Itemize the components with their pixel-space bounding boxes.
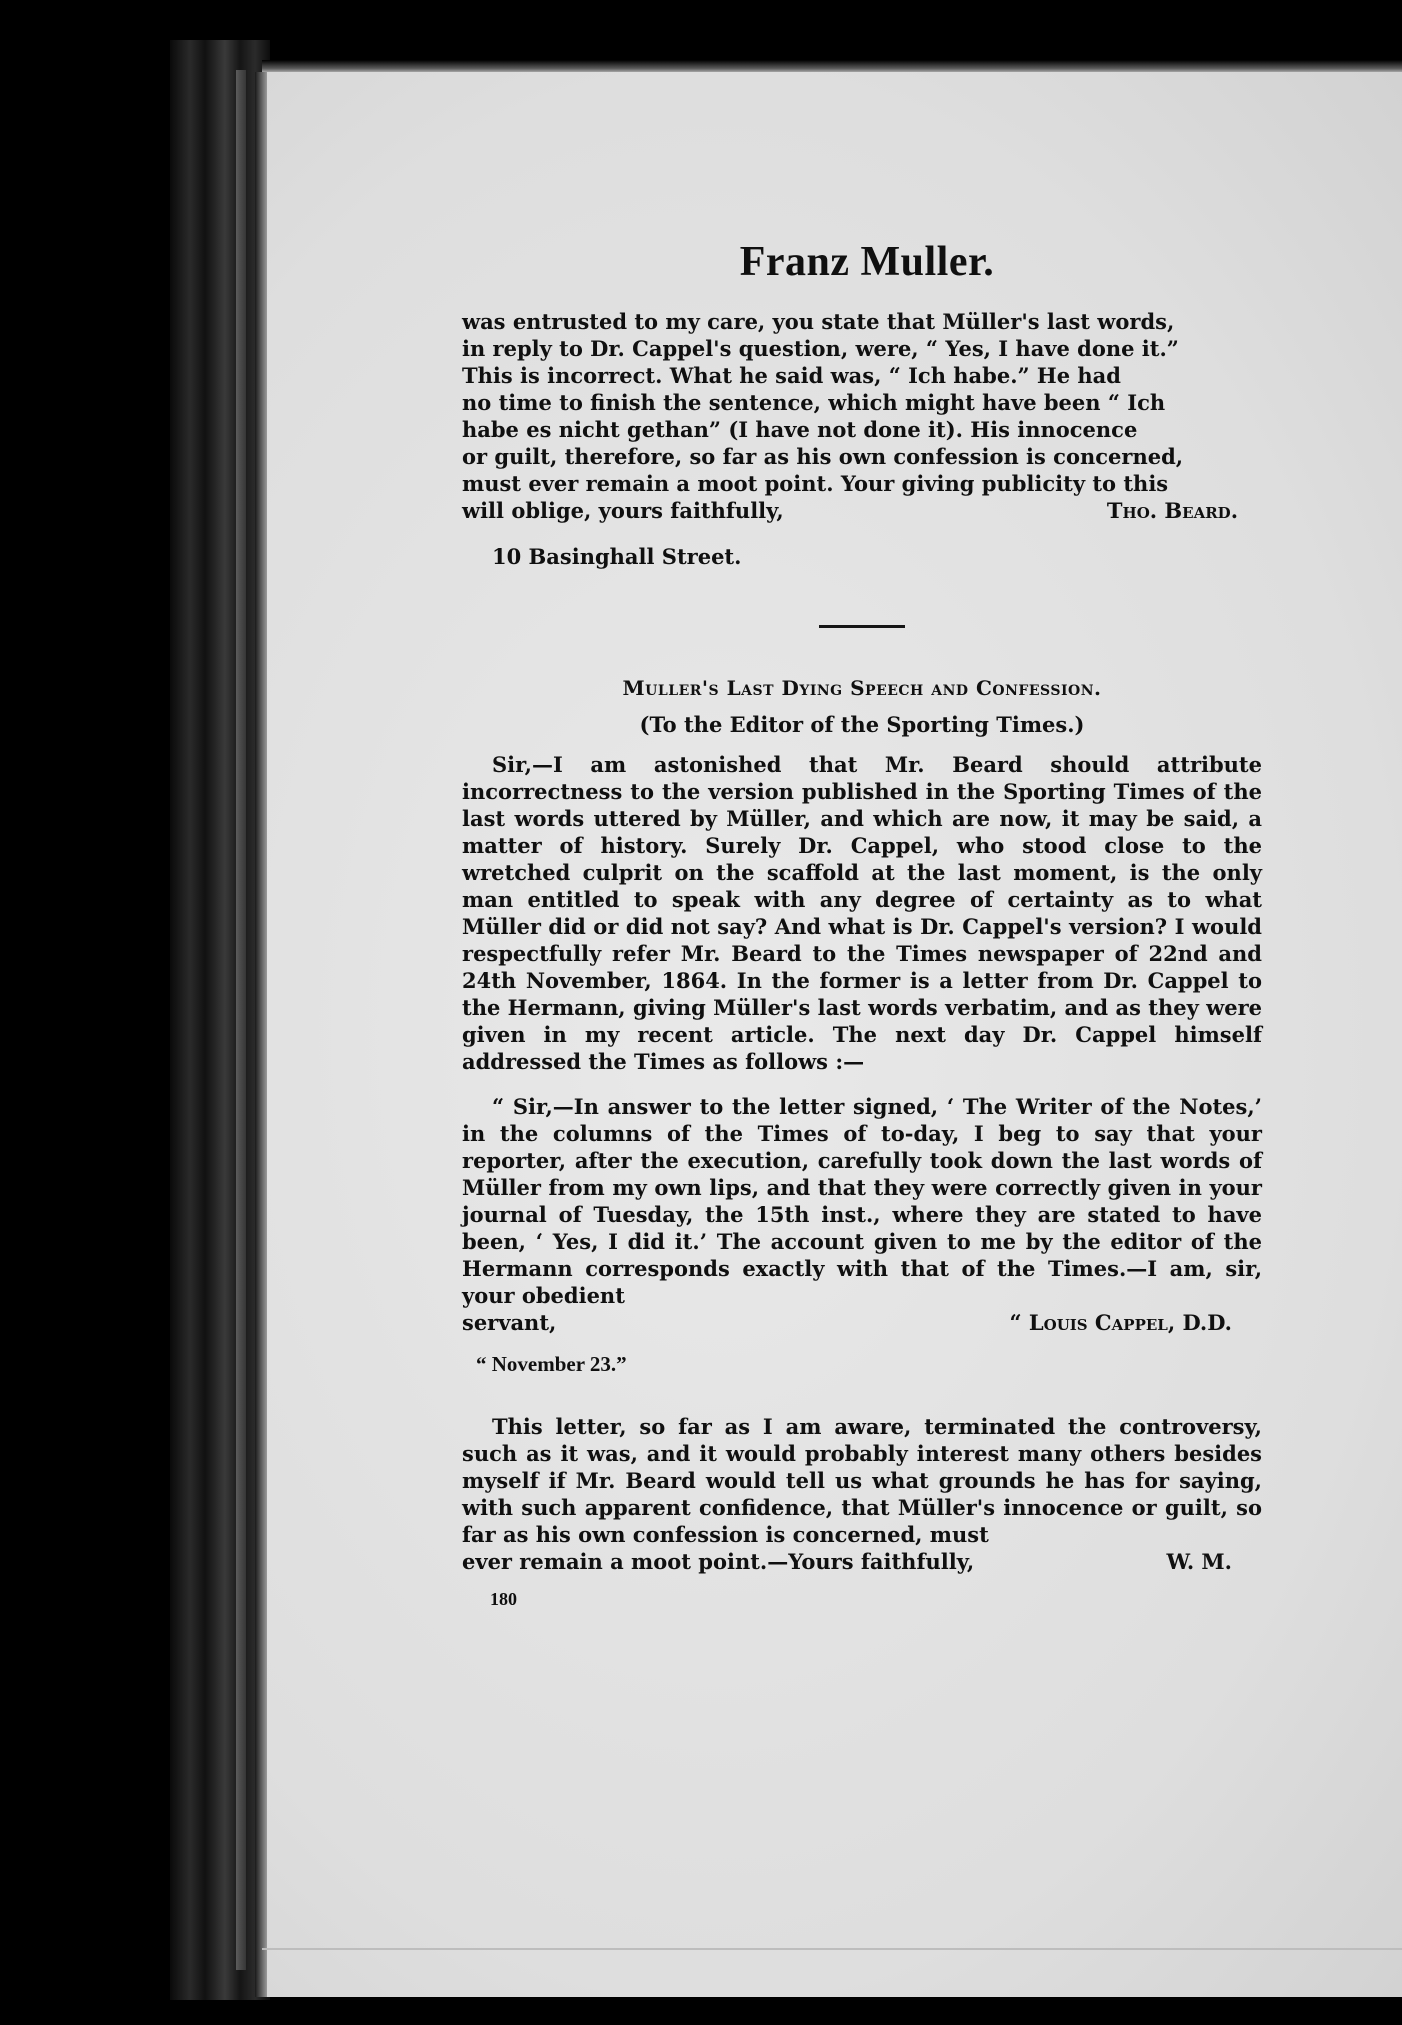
- letter-beard-line: must ever remain a moot point. Your giving publicity to this: [462, 471, 1169, 496]
- letter-wm-conclusion: This letter, so far as I am aware, terminated the controversy, such as it was, and it would probably interest many others besides myself if Mr. Beard would tell us what grounds he has for saying, with such apparent confidence, that Müller's innocence or guilt, so far as his own confession is concerned, must: [462, 1414, 1262, 1547]
- letter-beard-line: was entrusted to my care, you state that Müller's last words,: [462, 309, 1175, 334]
- closing-text: servant,: [462, 1310, 557, 1335]
- page-left-edge: [255, 72, 267, 1997]
- quoted-letter-cappel: “ Sir,—In answer to the letter signed, ‘ The Writer of the Notes,’ in the columns of the Times of to-day, I beg to say that your reporter, after the execution, carefully took down the last words of Müller from my own lips, and that they were correctly given in your journal of Tuesday, the 15th inst., where they are stated to have been, ‘ Yes, I did it.’ The account given to me by the editor of the Hermann corresponds exactly with that of the Times.—I am, sir, your obedient: [462, 1094, 1262, 1308]
- signature-cappel: “ Louis Cappel, D.D.: [1009, 1310, 1232, 1335]
- date-line: “ November 23.”: [476, 1352, 627, 1376]
- letter-beard-line: in reply to Dr. Cappel's question, were, “ Yes, I have done it.”: [462, 336, 1179, 361]
- letter-beard-line: no time to finish the sentence, which might have been “ Ich: [462, 390, 1166, 415]
- letter-wm-body: Sir,—I am astonished that Mr. Beard should attribute incorrectness to the version published in the Sporting Times of the last words uttered by Müller, and which are now, it may be said, a matter of history. Surely Dr. Cappel, who stood close to the wretched culprit on the scaffold at the last moment, is the only man entitled to speak with any degree of certainty as to what Müller did or did not say? And what is Dr. Cappel's version? I would respectfully refer Mr. Beard to the Times newspaper of 22nd and 24th November, 1864. In the former is a letter from Dr. Cappel to the Hermann, giving Müller's last words verbatim, and as they were given in my recent article. The next day Dr. Cappel himself addressed the Times as follows :—: [462, 752, 1262, 1074]
- conclusion-closing: [462, 1548, 1262, 1575]
- page-number: 180: [490, 1589, 517, 1609]
- address: 10 Basinghall Street.: [492, 544, 742, 569]
- section-subtitle: (To the Editor of the Sporting Times.): [639, 712, 1085, 737]
- closing-text: ever remain a moot point.—Yours faithfully,: [462, 1549, 975, 1574]
- letter-beard-closing: [462, 497, 1262, 524]
- quoted-letter-closing: [462, 1309, 1262, 1336]
- page-bottom-line: [262, 1948, 1402, 1950]
- signature-wm: W. M.: [1166, 1549, 1232, 1574]
- running-head: Franz Muller.: [739, 239, 995, 285]
- section-divider: [819, 625, 905, 628]
- letter-beard-line: habe es nicht gethan” (I have not done it). His innocence: [462, 417, 1138, 442]
- closing-text: will oblige, yours faithfully,: [462, 498, 784, 523]
- spine-highlight: [236, 70, 246, 1970]
- signature-beard: Tho. Beard.: [1106, 498, 1238, 523]
- page-content: [462, 238, 1262, 1610]
- letter-beard-line: or guilt, therefore, so far as his own confession is concerned,: [462, 444, 1184, 469]
- section-title: Muller's Last Dying Speech and Confession.: [622, 676, 1102, 700]
- letter-beard: [462, 308, 1262, 524]
- letter-beard-line: This is incorrect. What he said was, “ Ich habe.” He had: [462, 363, 1121, 388]
